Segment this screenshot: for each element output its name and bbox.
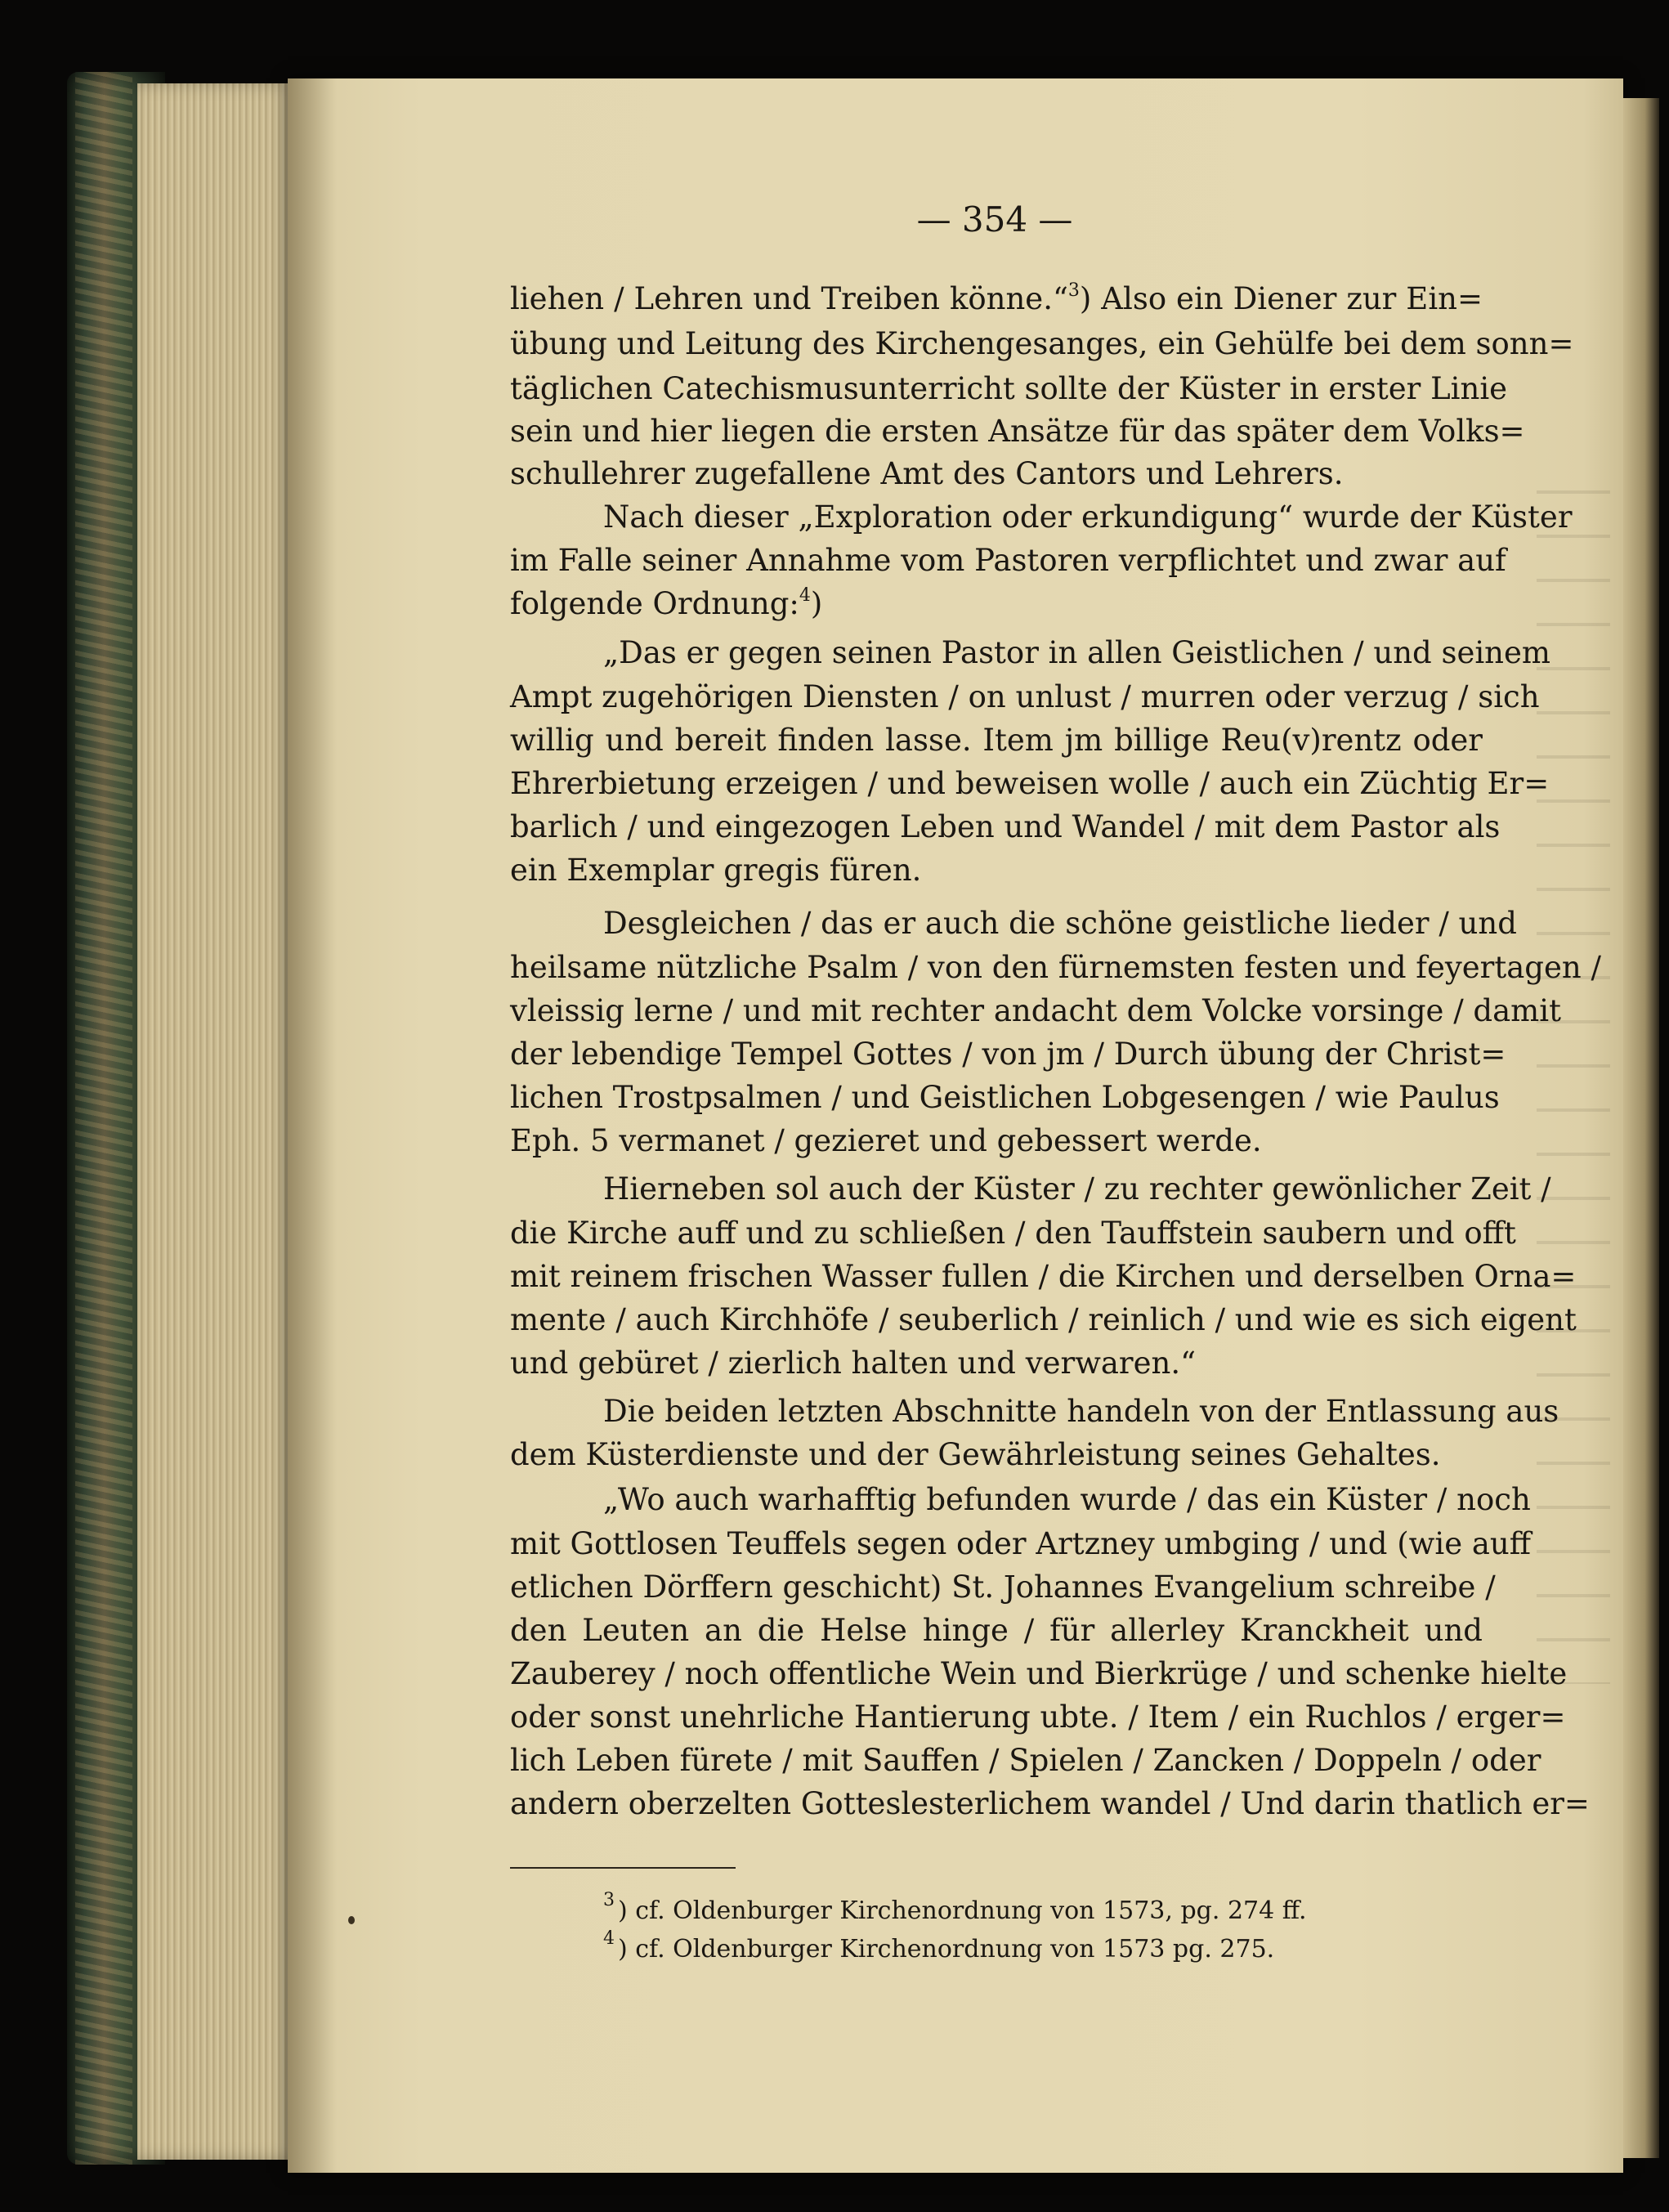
- footnote-divider: [510, 1867, 736, 1869]
- text-line: Hierneben sol auch der Küster / zu rechter gewönlicher Zeit /: [603, 1171, 1551, 1207]
- text-line: oder sonst unehrliche Hantierung ubte. / Item / ein Ruchlos / erger=: [510, 1699, 1566, 1735]
- text-line: und gebüret / zierlich halten und verwaren.“: [510, 1346, 1197, 1381]
- page-stack-edges: [137, 83, 301, 2160]
- text-line: barlich / und eingezogen Leben und Wandel / mit dem Pastor als: [510, 809, 1501, 844]
- text-line: „Wo auch warhafftig befunden wurde / das ein Küster / noch: [603, 1482, 1531, 1517]
- text-line: die Kirche auff und zu schließen / den Tauffstein saubern und offt: [510, 1216, 1516, 1251]
- text-line: Die beiden letzten Abschnitte handeln von der Entlassung aus: [603, 1394, 1559, 1429]
- text-line: willig und bereit finden lasse. Item jm billige Reu(v)rentz oder: [510, 723, 1483, 758]
- text-line: sein und hier liegen die ersten Ansätze für das später dem Volks=: [510, 414, 1525, 449]
- footnote-marker: 3: [603, 1890, 615, 1910]
- text-line: ein Exemplar gregis füren.: [510, 853, 922, 888]
- text-line: dem Küsterdienste und der Gewährleistung seines Gehaltes.: [510, 1437, 1441, 1472]
- text-line: folgende Ordnung:$^4$): [510, 585, 823, 621]
- text-line: lich Leben fürete / mit Sauffen / Spielen / Zancken / Doppeln / oder: [510, 1743, 1541, 1778]
- text-line: Nach dieser „Exploration oder erkundigung“ wurde der Küster: [603, 499, 1573, 535]
- page-number: — 354 —: [916, 199, 1073, 240]
- text-line: „Das er gegen seinen Pastor in allen Geistlichen / und seinem: [603, 635, 1550, 670]
- text-line: der lebendige Tempel Gottes / von jm / Durch übung der Christ=: [510, 1037, 1506, 1072]
- text-line: übung und Leitung des Kirchengesanges, ein Gehülfe bei dem sonn=: [510, 326, 1574, 361]
- text-line: täglichen Catechismusunterricht sollte der Küster in erster Linie: [510, 371, 1508, 406]
- footnote: [603, 1928, 1502, 1963]
- text-line: Desgleichen / das er auch die schöne geistliche lieder / und: [603, 906, 1517, 941]
- text-line: Zauberey / noch offentliche Wein und Bierkrüge / und schenke hielte: [510, 1656, 1568, 1691]
- gutter-shadow: [288, 78, 337, 2173]
- text-line: Ehrerbietung erzeigen / und beweisen wolle / auch ein Züchtig Er=: [510, 766, 1550, 801]
- footnote: [603, 1890, 1502, 1925]
- footnote-text: ) cf. Oldenburger Kirchenordnung von 1573, pg. 274 ff.: [618, 1896, 1307, 1925]
- paper-stain: [348, 1916, 355, 1924]
- footnote-marker: 4: [603, 1928, 615, 1949]
- text-line: im Falle seiner Annahme vom Pastoren verpflichtet und zwar auf: [510, 543, 1506, 578]
- text-line: vleissig lerne / und mit rechter andacht dem Volcke vorsinge / damit: [510, 993, 1561, 1028]
- page-right-edge: [1623, 98, 1659, 2158]
- text-line: heilsame nützliche Psalm / von den fürnemsten festen und feyertagen /: [510, 950, 1601, 985]
- text-line: mit Gottlosen Teuffels segen oder Artzney umbging / und (wie auff: [510, 1526, 1532, 1561]
- text-line: Ampt zugehörigen Diensten / on unlust / murren oder verzug / sich: [510, 679, 1540, 714]
- footnote-text: ) cf. Oldenburger Kirchenordnung von 1573 pg. 275.: [618, 1935, 1275, 1963]
- footnote-ref: 3: [1067, 280, 1080, 301]
- text-line: mit reinem frischen Wasser fullen / die Kirchen und derselben Orna=: [510, 1259, 1577, 1294]
- text-line: lichen Trostpsalmen / und Geistlichen Lobgesengen / wie Paulus: [510, 1080, 1500, 1115]
- text-line: andern oberzelten Gotteslesterlichem wandel / Und darin thatlich er=: [510, 1786, 1590, 1821]
- footnote-ref: 4: [799, 585, 811, 606]
- text-line: etlichen Dörffern geschicht) St. Johannes Evangelium schreibe /: [510, 1569, 1496, 1605]
- text-line: schullehrer zugefallene Amt des Cantors und Lehrers.: [510, 456, 1344, 491]
- text-line: den Leuten an die Helse hinge / für allerley Kranckheit und: [510, 1613, 1483, 1648]
- text-line: liehen / Lehren und Treiben könne.“$^3$) Also ein Diener zur Ein=: [510, 280, 1483, 316]
- text-line: mente / auch Kirchhöfe / seuberlich / reinlich / und wie es sich eigent: [510, 1302, 1577, 1337]
- text-line: Eph. 5 vermanet / gezieret und gebessert werde.: [510, 1123, 1262, 1158]
